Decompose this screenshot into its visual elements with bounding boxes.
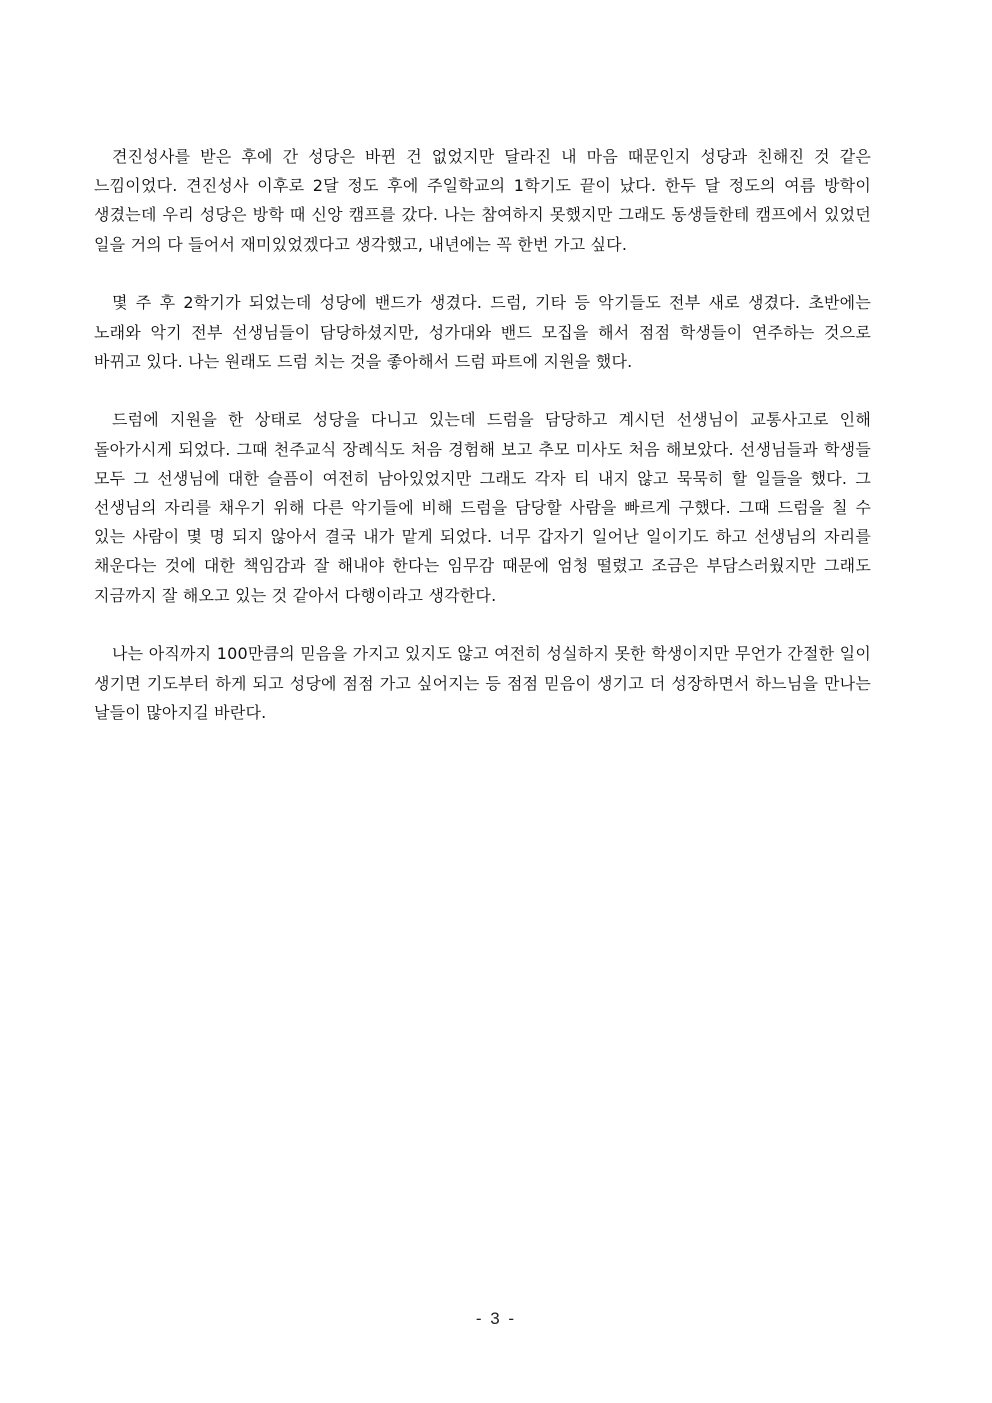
- page-number: - 3 -: [475, 1309, 517, 1328]
- paragraph-band: 몇 주 후 2학기가 되었는데 성당에 밴드가 생겼다. 드럼, 기타 등 악기들도 전부 새로 생겼다. 초반에는 노래와 악기 전부 선생님들이 담당하셨지만, 성가대와 밴드 모집을 해서 점점 학생들이 연주하는 것으로 바뀌고 있다. 나는 원래도 드럼 치는 것을 좋아해서 드럼 파트에 지원을 했다.: [94, 293, 871, 371]
- document-body: [94, 142, 871, 756]
- paragraph-drums: 드럼에 지원을 한 상태로 성당을 다니고 있는데 드럼을 담당하고 계시던 선생님이 교통사고로 인해 돌아가시게 되었다. 그때 천주교식 장례식도 처음 경험해 보고 추모 미사도 처음 해보았다. 선생님들과 학생들 모두 그 선생님에 대한 슬픔이 여전히 남아있었지만 그래도 각자 티 내지 않고 묵묵히 할 일들을 했다. 그 선생님의 자리를 채우기 위해 다른 악기들에 비해 드럼을 담당할 사람을 빠르게 구했다. 그때 드럼을 칠 수 있는 사람이 몇 명 되지 않아서 결국 내가 맡게 되었다. 너무 갑자기 일어난 일이기도 하고 선생님의 자리를 채운다는 것에 대한 책임감과 잘 해내야 한다는 임무감 때문에 엄청 떨렸고 조금은 부담스러웠지만 그래도 지금까지 잘 해오고 있는 것 같아서 다행이라고 생각한다.: [94, 410, 871, 605]
- paragraph-confirmation: 견진성사를 받은 후에 간 성당은 바뀐 건 없었지만 달라진 내 마음 때문인지 성당과 친해진 것 같은 느낌이었다. 견진성사 이후로 2달 정도 후에 주일학교의 1학기도 끝이 났다. 한두 달 정도의 여름 방학이 생겼는데 우리 성당은 방학 때 신앙 캠프를 갔다. 나는 참여하지 못했지만 그래도 동생들한테 캠프에서 있었던 일을 거의 다 들어서 재미있었겠다고 생각했고, 내년에는 꼭 한번 가고 싶다.: [94, 147, 871, 254]
- paragraph-faith: 나는 아직까지 100만큼의 믿음을 가지고 있지도 않고 여전히 성실하지 못한 학생이지만 무언가 간절한 일이 생기면 기도부터 하게 되고 성당에 점점 가고 싶어지는 등 점점 믿음이 생기고 더 성장하면서 하느님을 만나는 날들이 많아지길 바란다.: [94, 644, 871, 722]
